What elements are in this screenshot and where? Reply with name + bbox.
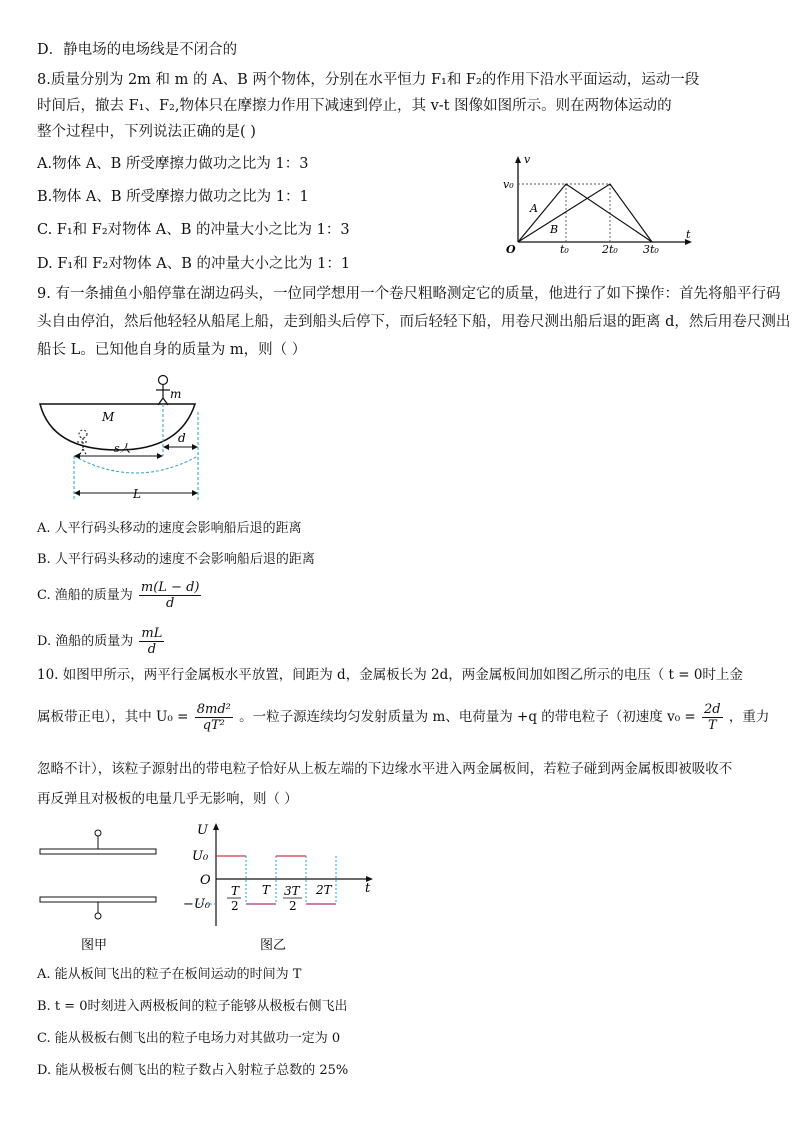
- q8-option-c: C. F₁和 F₂对物体 A、B 的冲量大小之比为 1：3: [37, 222, 350, 238]
- q8-text-line2: 时间后，撤去 F₁、F₂,物体只在摩擦力作用下减速到停止，其 v-t 图像如图所示。则在两物体运动的: [37, 98, 672, 114]
- q9-l-label: L: [133, 487, 141, 501]
- q10-plates-figure: [36, 822, 166, 954]
- q10-option-d: D. 能从极板右侧飞出的粒子数占入射粒子总数的 25%: [37, 1063, 349, 1078]
- q8-vt-graph: [500, 150, 700, 255]
- q8-b-label: B: [550, 223, 559, 236]
- q10-t-label: t: [365, 881, 371, 896]
- q10-option-c: C. 能从极板右侧飞出的粒子电场力对其做功一定为 0: [37, 1031, 341, 1046]
- q9-option-c-den: d: [166, 596, 175, 611]
- q10-t-half-den: 2: [231, 899, 239, 913]
- q8-text-line3: 整个过程中，下列说法正确的是( ): [37, 124, 256, 140]
- q9-m-label: m: [170, 387, 182, 401]
- q9-option-c: [37, 580, 203, 611]
- q10-u-label: U: [197, 823, 208, 838]
- q8-option-b: B.物体 A、B 所受摩擦力做功之比为 1：1: [37, 189, 309, 205]
- q10-v0-num: 2d: [704, 702, 721, 717]
- q10-origin-label: O: [200, 873, 211, 888]
- q9-boat-m-label: M: [102, 410, 115, 424]
- q8-line-a: [518, 184, 652, 242]
- q10-text-line1: 10. 如图甲所示，两平行金属板水平放置，间距为 d，金属板长为 2d，两金属板间加如图乙所示的电压（ t = 0时上金: [37, 667, 743, 683]
- q9-person-on-bow: [156, 376, 170, 406]
- q9-text-line1: 9. 有一条捕鱼小船停靠在湖边码头，一位同学想用一个卷尺粗略测定它的质量，他进行了如下操作：首先将船平行码: [37, 286, 781, 302]
- q8-option-d: D. F₁和 F₂对物体 A、B 的冲量大小之比为 1：1: [37, 256, 351, 272]
- q10-fig-yi-label: 图乙: [260, 938, 287, 953]
- q10-v0-fraction: [702, 702, 723, 733]
- q10-ut-graph: [180, 818, 380, 954]
- q9-option-d-num: mL: [141, 626, 163, 641]
- q9-option-d-text: D. 渔船的质量为: [37, 634, 134, 649]
- q8-v-arrow: [515, 156, 521, 163]
- q10-t-3half-den: 2: [289, 899, 297, 913]
- q9-option-c-text: C. 渔船的质量为: [37, 588, 133, 603]
- q10-fig-jia-label: 图甲: [81, 938, 108, 953]
- q8-a-label: A: [530, 202, 538, 215]
- q10-v0-den: T: [707, 718, 717, 733]
- q9-text-line2: 头自由停泊，然后他轻轻从船尾上船，走到船头后停下，而后轻轻下船，用卷尺测出船后退的距离 d，然后用卷尺测出: [37, 314, 791, 330]
- q10-text-line4: 再反弹且对极板的电量几乎无影响，则（ ）: [37, 791, 298, 807]
- q8-t-label: t: [686, 228, 691, 241]
- q10-lower-terminal: [95, 913, 101, 919]
- q8-v0-label: v₀: [503, 178, 514, 191]
- q8-v-label: v: [524, 153, 531, 166]
- q8-origin-label: O: [506, 243, 516, 255]
- q10-upper-terminal: [95, 830, 101, 836]
- q9-option-d-fraction: [139, 626, 164, 657]
- q10-line2-part-a: 属板带正电），其中 U₀ =: [37, 709, 189, 725]
- q9-dashed-guides: [74, 404, 198, 500]
- q9-s-label: s人: [114, 442, 131, 455]
- q7-option-d: D．静电场的电场线是不闭合的: [37, 42, 238, 58]
- q10-t-2t-label: 2T: [316, 883, 332, 897]
- q8-t3-label: 3t₀: [643, 243, 659, 255]
- q9-d-label: d: [178, 431, 186, 445]
- q8-t0-label: t₀: [560, 243, 569, 255]
- q9-boat-figure: [30, 372, 230, 507]
- q10-u0-den: qT²: [202, 718, 225, 733]
- q10-neg-u0-label: −U₀: [183, 897, 211, 912]
- q10-option-b: B. t = 0时刻进入两极板间的粒子能够从极板右侧飞出: [37, 999, 348, 1014]
- q9-person-at-stern: [77, 430, 89, 456]
- q10-text-line3: 忽略不计），该粒子源射出的带电粒子恰好从上板左端的下边缘水平进入两金属板间，若粒子碰到两金属板即被吸收不: [37, 761, 733, 777]
- q9-option-c-fraction: [139, 580, 202, 611]
- q10-u-arrow: [213, 823, 219, 830]
- q10-text-line2: [37, 700, 769, 734]
- q9-text-line3: 船长 L。已知他自身的质量为 m，则（ ）: [37, 342, 307, 358]
- q10-u0-fraction: [195, 702, 233, 733]
- q8-axes: [518, 158, 690, 242]
- q9-option-b: B. 人平行码头移动的速度不会影响船后退的距离: [37, 552, 315, 567]
- q10-u0-label: U₀: [192, 849, 209, 864]
- q9-option-d-den: d: [147, 642, 157, 657]
- q10-lower-plate: [40, 897, 156, 902]
- q10-t-half-num: T: [231, 884, 240, 898]
- q10-upper-plate: [40, 849, 156, 854]
- q9-option-d: [37, 626, 166, 657]
- q10-line2-part-c: ，重力: [728, 709, 770, 725]
- q8-t2-label: 2t₀: [602, 243, 618, 255]
- q10-t-t-label: T: [262, 883, 271, 897]
- q8-text-line1: 8.质量分别为 2m 和 m 的 A、B 两个物体，分别在水平恒力 F₁和 F₂的作用下沿水平面运动，运动一段: [37, 72, 700, 88]
- q8-line-b: [518, 184, 652, 242]
- q10-line2-part-b: 。一粒子源连续均匀发射质量为 m、电荷量为 +q 的带电粒子（初速度 v₀ =: [239, 709, 696, 725]
- q10-t-3half-num: 3T: [284, 884, 300, 898]
- q9-option-a: A. 人平行码头移动的速度会影响船后退的距离: [37, 521, 302, 536]
- q9-option-c-num: m(L − d): [140, 580, 200, 595]
- q8-option-a: A.物体 A、B 所受摩擦力做功之比为 1：3: [37, 156, 309, 172]
- q10-option-a: A. 能从板间飞出的粒子在板间运动的时间为 T: [37, 967, 302, 982]
- q10-u0-num: 8md²: [196, 702, 231, 717]
